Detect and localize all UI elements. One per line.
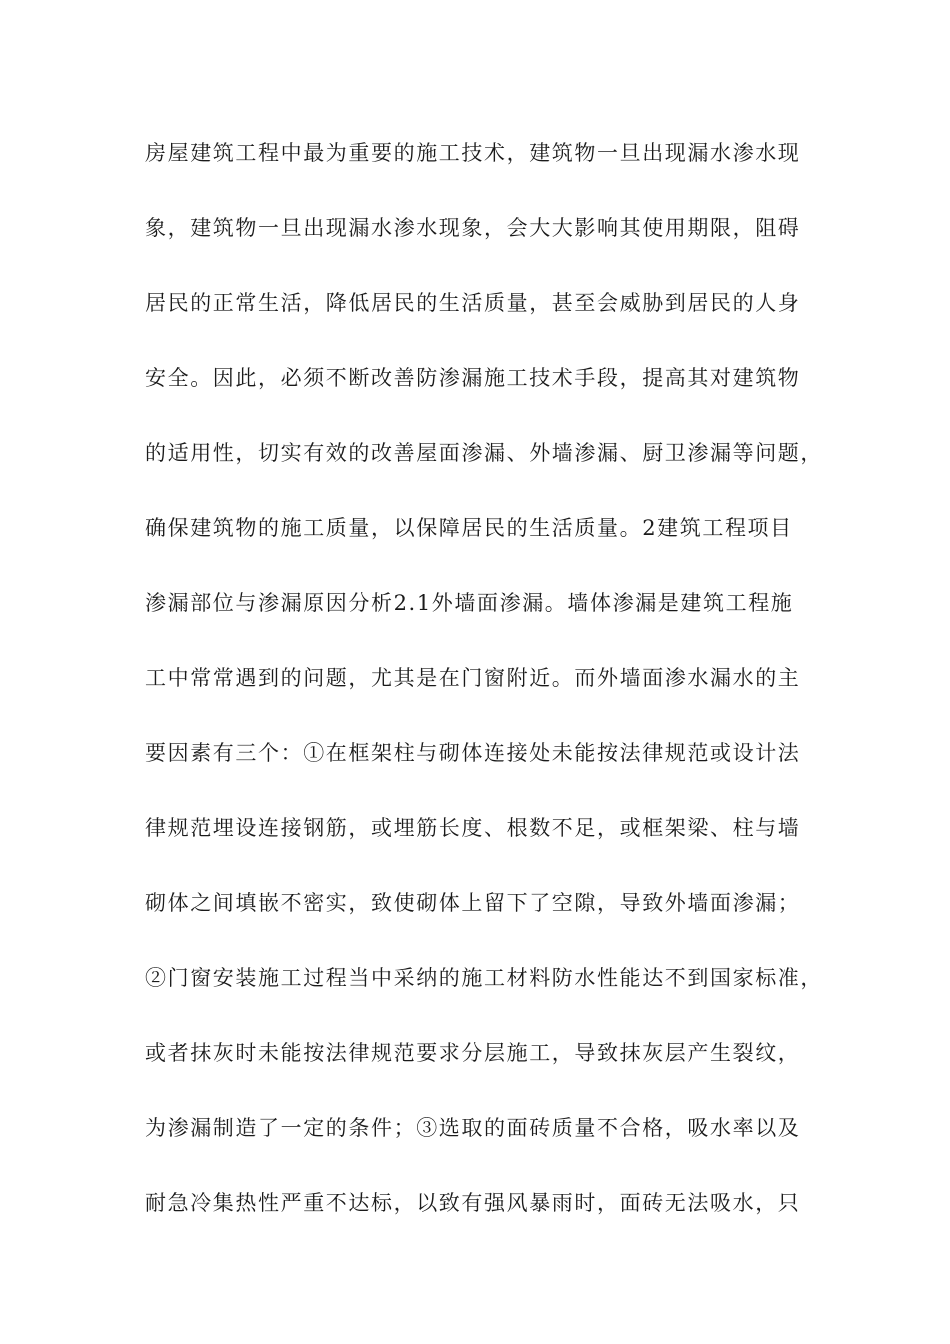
text-line: ②门窗安装施工过程当中采纳的施工材料防水性能达不到国家标准，: [145, 966, 823, 990]
text-line: 渗漏部位与渗漏原因分析2.1外墙面渗漏。墙体渗漏是建筑工程施: [145, 591, 794, 615]
text-line: 安全。因此，必须不断改善防渗漏施工技术手段，提高其对建筑物: [145, 366, 801, 390]
text-line: 砌体之间填嵌不密实，致使砌体上留下了空隙，导致外墙面渗漏；: [145, 891, 801, 915]
text-line: 居民的正常生活，降低居民的生活质量，甚至会威胁到居民的人身: [145, 291, 801, 315]
text-line: 耐急冷集热性严重不达标，以致有强风暴雨时，面砖无法吸水，只: [145, 1191, 801, 1215]
text-line: 房屋建筑工程中最为重要的施工技术，建筑物一旦出现漏水渗水现: [145, 141, 801, 165]
body-paragraph: [145, 130, 825, 1255]
text-line: 的适用性，切实有效的改善屋面渗漏、外墙渗漏、厨卫渗漏等问题，: [145, 441, 823, 465]
text-line: 确保建筑物的施工质量，以保障居民的生活质量。2建筑工程项目: [145, 516, 793, 540]
text-line: 工中常常遇到的问题，尤其是在门窗附近。而外墙面渗水漏水的主: [145, 666, 801, 690]
text-line: 为渗漏制造了一定的条件；③选取的面砖质量不合格，吸水率以及: [145, 1116, 801, 1140]
text-line: 要因素有三个：①在框架柱与砌体连接处未能按法律规范或设计法: [145, 741, 801, 765]
text-line: 或者抹灰时未能按法律规范要求分层施工，导致抹灰层产生裂纹，: [145, 1041, 801, 1065]
text-line: 象，建筑物一旦出现漏水渗水现象，会大大影响其使用期限，阻碍: [145, 216, 801, 240]
text-line: 律规范埋设连接钢筋，或埋筋长度、根数不足，或框架梁、柱与墙: [145, 816, 801, 840]
